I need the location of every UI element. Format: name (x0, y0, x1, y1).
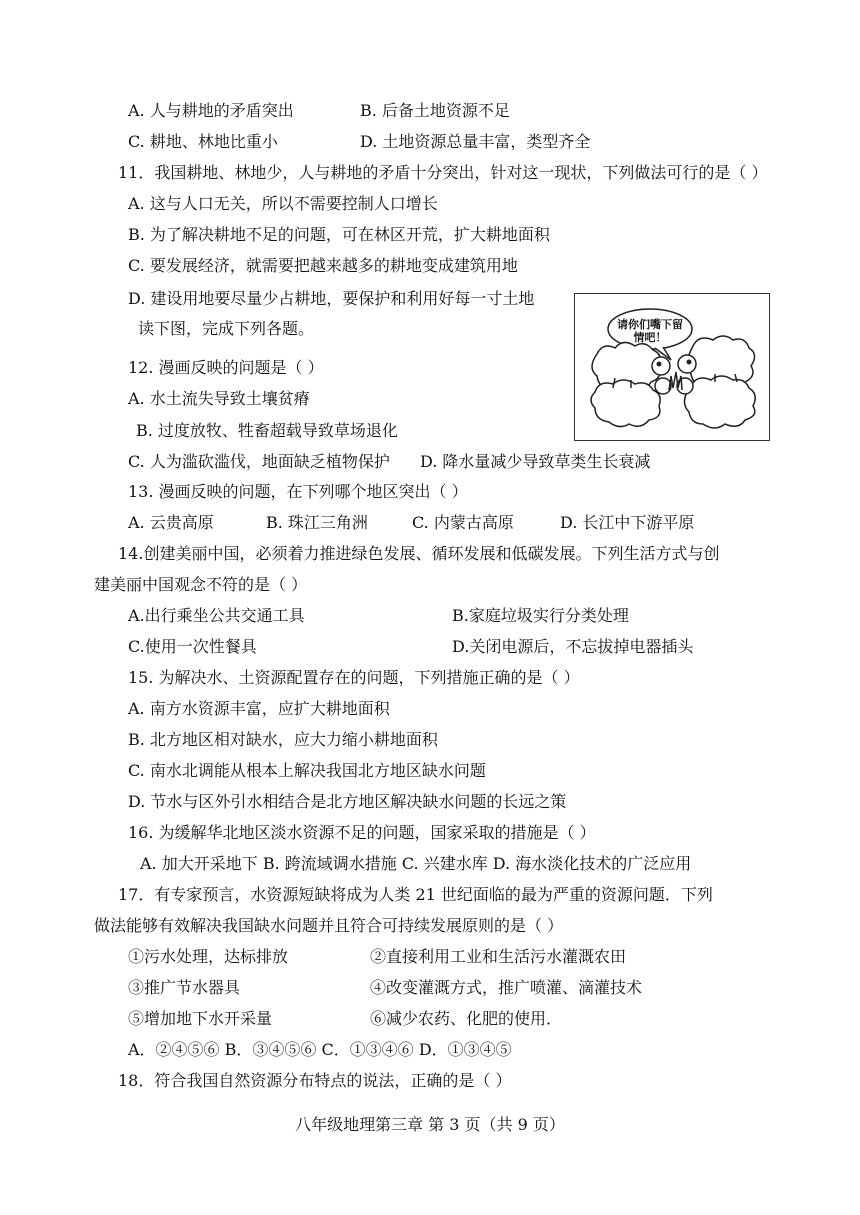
q17-item-5: ⑤增加地下水开采量 (128, 1009, 273, 1028)
q14-option-c: C.使用一次性餐具 (128, 637, 257, 656)
comic-drawing (575, 294, 771, 442)
comic-illustration (574, 293, 770, 441)
q13-stem: 13. 漫画反映的问题，在下列哪个地区突出（ ） (128, 482, 468, 501)
q16-stem: 16. 为缓解华北地区淡水资源不足的问题，国家采取的措施是（ ） (128, 823, 596, 842)
q12-option-c: C. 人为滥砍滥伐，地面缺乏植物保护 (128, 452, 390, 471)
page-footer: 八年级地理第三章 第 3 页（共 9 页） (295, 1115, 565, 1134)
q14-option-b: B.家庭垃圾实行分类处理 (452, 606, 629, 625)
q17-stem-line2: 做法能够有效解决我国缺水问题并且符合可持续发展原则的是（ ） (94, 916, 564, 935)
q12-option-b: B. 过度放牧、牲畜超载导致草场退化 (136, 421, 398, 440)
q10-option-d: D. 土地资源总量丰富，类型齐全 (360, 132, 591, 151)
q17-item-2: ②直接利用工业和生活污水灌溉农田 (370, 947, 627, 966)
q14-stem-line2: 建美丽中国观念不符的是（ ） (94, 575, 308, 594)
q15-stem: 15. 为解决水、土资源配置存在的问题，下列措施正确的是（ ） (128, 668, 580, 687)
q11-option-b: B. 为了解决耕地不足的问题，可在林区开荒，扩大耕地面积 (128, 225, 550, 244)
q11-stem: 11．我国耕地、林地少，人与耕地的矛盾十分突出，针对这一现状，下列做法可行的是（ ） (118, 163, 768, 182)
q12-stem: 12. 漫画反映的问题是（ ） (128, 358, 324, 377)
q15-option-d: D. 节水与区外引水相结合是北方地区解决缺水问题的长远之策 (128, 792, 567, 811)
q12-option-d: D. 降水量减少导致草类生长衰减 (420, 452, 651, 471)
q17-item-3: ③推广节水器具 (128, 978, 241, 997)
q10-option-c: C. 耕地、林地比重小 (128, 132, 278, 151)
q15-option-a: A. 南方水资源丰富，应扩大耕地面积 (128, 699, 390, 718)
q15-option-c: C. 南水北调能从根本上解决我国北方地区缺水问题 (128, 761, 486, 780)
q16-options: A. 加大开采地下 B. 跨流域调水措施 C. 兴建水库 D. 海水淡化技术的广泛应用 (140, 854, 692, 873)
q15-option-b: B. 北方地区相对缺水，应大力缩小耕地面积 (128, 730, 438, 749)
q11-option-a: A. 这与人口无关，所以不需要控制人口增长 (128, 194, 438, 213)
q10-option-a: A. 人与耕地的矛盾突出 (128, 101, 294, 120)
q14-option-a: A.出行乘坐公共交通工具 (128, 606, 305, 625)
q13-option-d: D. 长江中下游平原 (560, 513, 695, 532)
q13-option-b: B. 珠江三角洲 (266, 513, 368, 532)
q14-stem-line1: 14.创建美丽中国，必须着力推进绿色发展、循环发展和低碳发展。下列生活方式与创 (118, 544, 720, 563)
q17-item-4: ④改变灌溉方式，推广喷灌、滴灌技术 (370, 978, 643, 997)
q17-stem-line1: 17．有专家预言，水资源短缺将成为人类 21 世纪面临的最为严重的资源问题．下列 (118, 885, 713, 904)
q11-option-c: C. 要发展经济，就需要把越来越多的耕地变成建筑用地 (128, 256, 518, 275)
q17-item-6: ⑥减少农药、化肥的使用． (370, 1009, 563, 1028)
q17-options: A．②④⑤⑥ B．③④⑤⑥ C．①③④⑥ D．①③④⑤ (128, 1040, 512, 1059)
reading-intro: 读下图，完成下列各题。 (138, 319, 315, 338)
q14-option-d: D.关闭电源后，不忘拔掉电器插头 (452, 637, 694, 656)
q13-option-a: A. 云贵高原 (128, 513, 214, 532)
comic-bubble-text: 请你们嘴下留情吧！ (617, 318, 683, 344)
q18-stem: 18．符合我国自然资源分布特点的说法，正确的是（ ） (118, 1071, 512, 1090)
q10-option-b: B. 后备土地资源不足 (360, 101, 510, 120)
q13-option-c: C. 内蒙古高原 (412, 513, 514, 532)
q17-item-1: ①污水处理，达标排放 (128, 947, 289, 966)
q11-option-d: D. 建设用地要尽量少占耕地，要保护和利用好每一寸土地 (128, 289, 535, 308)
q12-option-a: A. 水土流失导致土壤贫瘠 (128, 389, 310, 408)
